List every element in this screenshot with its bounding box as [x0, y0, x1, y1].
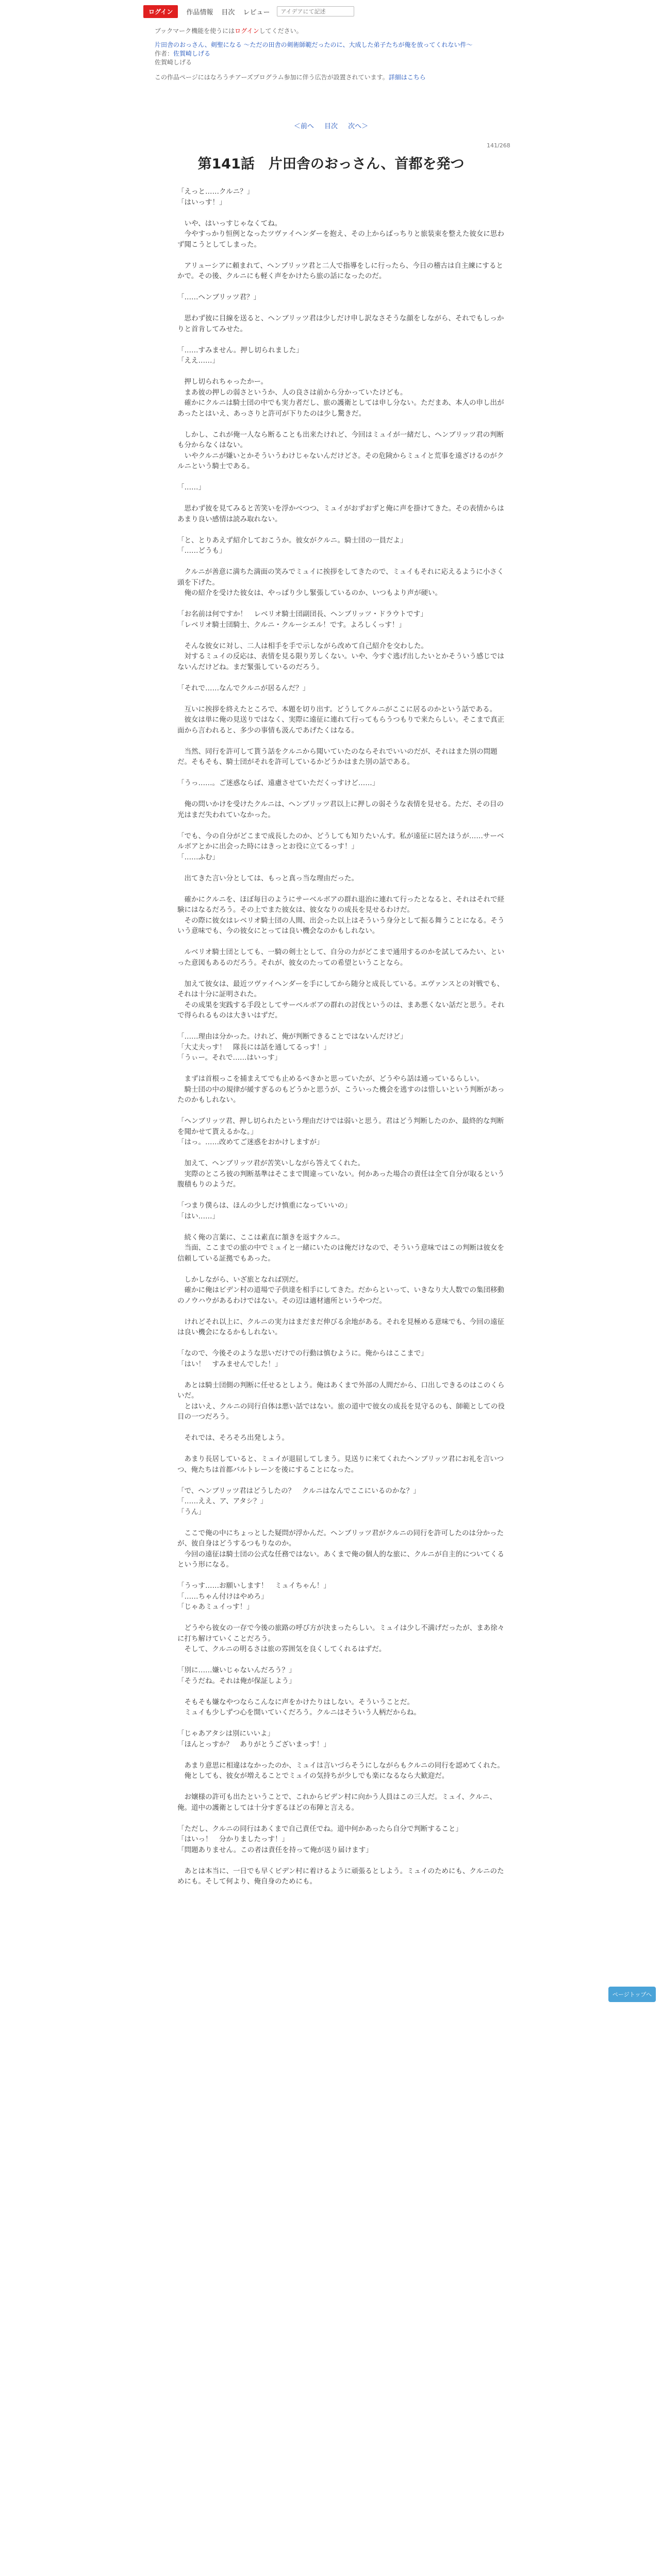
body-paragraph: 「……ちゃん付けはやめろ」 [177, 1592, 268, 1601]
nav-review-link[interactable]: レビュー [243, 8, 270, 16]
body-paragraph [177, 1813, 507, 1824]
body-paragraph: 「……どうも」 [177, 547, 226, 555]
body-paragraph: まあ彼の押しの弱さというか、人の良さは前から分かっていたけども。 [177, 388, 407, 397]
body-paragraph: 今やすっかり恒例となったツヴァイヘンダーを抱え、その上からばっちりと旅装束を整えた彼女に思わず聞こうとしてしまった。 [177, 230, 504, 249]
body-paragraph: 押し切られちゃったかー。 [177, 378, 268, 386]
body-paragraph [177, 472, 507, 483]
next-chapter-link[interactable]: 次へ＞ [348, 123, 369, 130]
body-paragraph [177, 1422, 507, 1433]
bookmark-notice-text: ブックマーク機能を使うには [155, 27, 235, 35]
body-paragraph: 「お名前は何ですか！ レベリオ騎士団副団長、ヘンブリッツ・ドラウトです」 [177, 610, 427, 618]
body-paragraph: 「うぃー。それで……はいっす」 [177, 1054, 282, 1062]
body-paragraph [177, 862, 507, 873]
body-paragraph: 思わず彼に目線を送ると、ヘンブリッツ君は少しだけ申し訳なさそうな顔をしながら、それでもしっかりと首肯してみせた。 [177, 314, 504, 333]
body-paragraph [177, 693, 507, 704]
body-paragraph [177, 1190, 507, 1201]
body-paragraph: 「……ヘンブリッツ君？」 [177, 293, 260, 301]
body-paragraph [177, 1264, 507, 1275]
body-paragraph: 騎士団の中の規律が緩すぎるのもどうかと思うが、こういった機会を逃すのは惜しいという判断があったのかもしれない。 [177, 1085, 505, 1104]
body-paragraph: 「ほんとっすか？ ありがとうございまっす！」 [177, 1740, 330, 1749]
login-link[interactable]: ログイン [235, 27, 259, 35]
body-paragraph: そして、クルニの明るさは旅の雰囲気を良くしてくれるはずだ。 [177, 1645, 386, 1653]
body-paragraph [177, 768, 507, 778]
body-paragraph [177, 1855, 507, 1866]
body-paragraph: 「……ええ、ア、アタシ？」 [177, 1497, 268, 1505]
body-paragraph: 加えて彼女は、最近ツヴァイヘンダーを手にしてから随分と成長している。エヴァンスとの対戦でも、それは十分に証明された。 [177, 979, 504, 998]
body-paragraph: 当然、同行を許可して貰う話をクルニから聞いていたのならそれでいいのだが、それはまた別の問題だ。そもそも、騎士団がそれを許可しているかどうかはまた別の話である。 [177, 747, 498, 766]
body-paragraph [177, 1338, 507, 1349]
login-button[interactable]: ログイン [143, 5, 178, 18]
body-paragraph: 実際のところ彼の判断基準はそこまで間違っていない。何かあった場合の責任は全て自分が取るという腹積もりのようだ。 [177, 1170, 505, 1189]
body-paragraph: けれどそれ以上に、クルニの実力はまだまだ伸びる余地がある。それを見極める意味でも、今回の遠征は良い機会になるかもしれない。 [177, 1317, 505, 1336]
body-paragraph [177, 250, 507, 261]
body-paragraph: 「はいっ！ 分かりましたっす！」 [177, 1835, 289, 1843]
body-paragraph: しかしながら、いざ旅となれば別だ。 [177, 1275, 303, 1284]
body-paragraph: 「でも、今の自分がどこまで成長したのか、どうしても知りたいんす。私が遠征に居たほうが……サーベルボアとかに出会った時にはきっとお役に立てるっす！」 [177, 832, 504, 851]
body-paragraph: 「と、とりあえず紹介しておこうか。彼女がクルニ。騎士団の一員だよ」 [177, 536, 407, 545]
body-paragraph: アリューシアに頼まれて、ヘンブリッツ君と二人で指導をしに行ったら、今日の稽古は自主練にするとかで。その後、クルニにも軽く声をかけたら旅の話になったのだ。 [177, 261, 503, 280]
body-paragraph: 「別に……嫌いじゃないんだろう？」 [177, 1666, 296, 1674]
body-paragraph [177, 1222, 507, 1232]
body-paragraph [177, 1570, 507, 1581]
body-paragraph: 「そうだね。それは俺が保証しよう」 [177, 1676, 296, 1685]
body-paragraph [177, 820, 507, 831]
body-paragraph: 確かにクルニを、ほぼ毎日のようにサーベルボアの群れ退治に連れて行ったとなると、それはそれで経験にはなるだろう。その上でまた彼女は、彼女なりの成長を見せるわけだ。 [177, 895, 505, 914]
body-paragraph: 確かに俺はビデン村の道場で子供達を相手にしてきた。だからといって、いきなり大人数での集団移動のノウハウがあるわけではない。その辺は適材適所というやつだ。 [177, 1286, 504, 1305]
body-paragraph [177, 334, 507, 345]
body-paragraph: 「それで……なんでクルニが居るんだ？」 [177, 684, 310, 692]
body-paragraph: 当面、ここまでの旅の中でミュイと一緒にいたのは俺だけなので、そういう意味ではこの判断は彼女を信頼している証拠でもあった。 [177, 1244, 504, 1263]
body-paragraph: 対するミュイの反応は、表情を見る限り芳しくない。いや、今すぐ逃げ出したいとかそういう感じではないんだけどね。まだ緊張しているのだろう。 [177, 652, 504, 671]
body-paragraph [177, 366, 507, 377]
body-paragraph: クルニが善意に満ちた満面の笑みでミュイに挨拶をしてきたので、ミュイもそれに応えるように小さく頭を下げた。 [177, 568, 504, 587]
toc-link[interactable]: 目次 [324, 123, 338, 130]
body-paragraph [177, 556, 507, 567]
body-paragraph: 彼女は単に俺の見送りではなく、実際に遠征に連れて行ってもらうつもりで来たらしい。そこまで真正面から言われると、多少の事情も汲んであげたくはなる。 [177, 716, 505, 735]
body-paragraph [177, 1718, 507, 1729]
body-paragraph: 「……ふむ」 [177, 853, 219, 861]
body-paragraph: 「じゃあアタシは別にいいよ」 [177, 1730, 275, 1738]
ad-notice [155, 73, 516, 82]
bookmark-notice [155, 27, 516, 36]
body-paragraph [177, 1655, 507, 1666]
nav-menu [143, 5, 354, 18]
chapter-body [177, 187, 507, 1887]
body-paragraph: 続く俺の言葉に、ここは素直に頷きを返すクルニ。 [177, 1233, 344, 1242]
body-paragraph [177, 524, 507, 535]
body-paragraph: 思わず彼を見てみると苦笑いを浮かべつつ、ミュイがおずおずと俺に声を掛けてきた。その表情からはあまり良い感情は読み取れない。 [177, 504, 504, 523]
body-paragraph: 俺の問いかけを受けたクルニは、ヘンブリッツ君以上に押しの弱そうな表情を見せる。ただ、その目の光はまだ失われていなかった。 [177, 800, 504, 819]
body-paragraph [177, 937, 507, 947]
body-paragraph [177, 736, 507, 747]
body-paragraph: そんな彼女に対し、二人は相手を手で示しながら改めて自己紹介を交わした。 [177, 641, 428, 650]
body-paragraph [177, 1444, 507, 1454]
body-paragraph: 「ええ……」 [177, 357, 219, 365]
body-paragraph: 「うっ……。ご迷惑ならば、遠慮させていただくっすけど……」 [177, 779, 379, 787]
series-info [155, 41, 516, 49]
body-paragraph: その際に彼女はレベリオ騎士団の人間、出会った以上はそういう身分として振る舞うことになる。そういう意味でも、今の彼女にとっては良い機会なのかもしれない。 [177, 916, 505, 935]
page-top-button[interactable]: ページトップへ [608, 1987, 656, 2002]
body-paragraph [177, 672, 507, 683]
body-paragraph [177, 1686, 507, 1697]
body-paragraph: 「レベリオ騎士団騎士、クルニ・クルーシエル！です。よろしくっす！」 [177, 620, 406, 629]
body-paragraph: 今回の遠征は騎士団の公式な任務ではない。あくまで俺の個人的な旅に、クルニが自主的についてくるという形になる。 [177, 1550, 504, 1569]
nav-work-info-link[interactable]: 作品情報 [186, 8, 213, 16]
body-paragraph [177, 968, 507, 979]
body-paragraph: 「ヘンブリッツ君、押し切られたという理由だけでは弱いと思う。君はどう判断したのか、最終的な判断を聞かせて貰えるかな。」 [177, 1117, 504, 1136]
chapter-title: 第141話 片田舎のおっさん、首都を発つ [197, 156, 465, 172]
author-link[interactable]: 佐賀崎しげる [173, 50, 211, 57]
nav-toc-link[interactable]: 目次 [221, 8, 235, 16]
body-paragraph: 「はい！ すみませんでした！」 [177, 1360, 282, 1368]
body-paragraph [177, 282, 507, 293]
body-paragraph: 「うん」 [177, 1507, 205, 1516]
body-paragraph: 「じゃあミュイっす！」 [177, 1603, 254, 1611]
top-navigation-bar [0, 0, 662, 27]
body-paragraph: 確かにクルニは騎士団の中でも実力者だし、旅の護衛としては申し分ない。ただまあ、本人の申し出があったとはいえ、あっさりと許可が下りたのは少し驚きだ。 [177, 399, 504, 418]
body-paragraph: いや、はいっすじゃなくてね。 [177, 219, 282, 228]
body-paragraph [177, 419, 507, 430]
body-paragraph: ここで俺の中にちょっとした疑問が浮かんだ。ヘンブリッツ君がクルニの同行を許可したのは分かったが、彼自身はどうするつもりなのか。 [177, 1529, 504, 1548]
body-paragraph: あまり長居していると、ミュイが退屈してしまう。見送りに来てくれたヘンブリッツ君にお礼を言いつつ、俺たちは首都バルトレーンを後にすることになった。 [177, 1455, 504, 1474]
body-paragraph [177, 1306, 507, 1317]
body-paragraph: 「……理由は分かった。けれど、俺が判断できることではないんだけど」 [177, 1032, 407, 1041]
body-paragraph [177, 1106, 507, 1116]
body-paragraph [177, 789, 507, 800]
body-paragraph: 「……すみません。押し切られました」 [177, 346, 303, 354]
body-paragraph: 出てきた言い分としては、もっと真っ当な理由だった。 [177, 874, 358, 883]
body-paragraph: 「で、ヘンブリッツ君はどうしたの？ クルニはなんでここにいるのかな？」 [177, 1486, 420, 1495]
body-paragraph [177, 208, 507, 218]
prev-chapter-link[interactable]: ＜前へ [293, 123, 314, 130]
body-paragraph: 俺の紹介を受けた彼女は、やっぱり少し緊張しているのか、いつもより声が硬い。 [177, 589, 442, 597]
body-paragraph [177, 1750, 507, 1760]
body-paragraph: 「大丈夫っす！ 隊長には話を通してるっす！」 [177, 1043, 330, 1052]
body-paragraph: それでは、そろそろ出発しよう。 [177, 1434, 289, 1442]
body-paragraph [177, 1063, 507, 1074]
body-paragraph: 互いに挨拶を終えたところで、本題を切り出す。どうしてクルニがここに居るのかという話である。 [177, 705, 497, 714]
body-paragraph: まずは首根っこを捕まえてでも止めるべきかと思っていたが、どうやら話は通っているらしい。 [177, 1075, 484, 1083]
ad-details-link[interactable]: 詳細はこちら [388, 74, 426, 81]
author-line [155, 49, 516, 58]
body-paragraph [177, 1369, 507, 1380]
episode-number: 141/268 [487, 142, 510, 149]
body-paragraph [177, 599, 507, 609]
body-paragraph [177, 303, 507, 314]
series-title-link[interactable]: 片田舎のおっさん、剣聖になる 〜ただの田舎の剣術師範だったのに、大成した弟子たちが俺を放ってくれない件〜 [155, 41, 473, 48]
body-paragraph: しかし、これが俺一人なら断ることも出来たけれど、今回はミュイが一緒だし、ヘンブリッツ君の判断も分からなくはない。 [177, 430, 504, 449]
body-paragraph: どうやら彼女の一存で今後の旅路の呼び方が決まったらしい。ミュイは少し不満げだったが、まあ徐々に打ち解けていくことだろう。 [177, 1624, 505, 1643]
body-paragraph: いやクルニが嫌いとかそういうわけじゃないんだけどさ。その危険からミュイと荒事を遠ざけるのがクルニという騎士である。 [177, 451, 504, 470]
body-paragraph: 「はっ。……改めてご迷惑をおかけしますが」 [177, 1138, 324, 1146]
author-name: 佐賀崎しげる [155, 59, 192, 66]
body-paragraph: ミュイも少しずつ心を開いていくだろう。クルニはそういう人柄だからね。 [177, 1708, 421, 1717]
body-paragraph: 「つまり僕らは、ほんの少しだけ慎重になっていいの」 [177, 1201, 352, 1210]
body-paragraph: 加えて、ヘンブリッツ君が苦笑いしながら答えてくれた。 [177, 1159, 365, 1167]
ad-notice-text: この作品ページにはなろうチアーズプログラム参加に伴う広告が設置されています。 [155, 74, 389, 81]
body-paragraph [177, 630, 507, 641]
body-paragraph: その成果を実践する手段としてサーベルボアの群れの討伐というのは、まあ悪くない話だと思う。それで得られるものは大きいはずだ。 [177, 1001, 505, 1020]
body-paragraph: 「……」 [177, 483, 205, 492]
body-paragraph: 「うっす……お願いします！ ミュイちゃん！」 [177, 1582, 330, 1590]
body-paragraph [177, 884, 507, 894]
body-paragraph: 俺としても、彼女が増えることでミュイの気持ちが少しでも楽になるなら大歓迎だ。 [177, 1772, 449, 1780]
search-input[interactable] [277, 6, 354, 16]
body-paragraph: お嬢様の許可も出たということで、これからビデン村に向かう人員はこの三人だ。ミュイ、クルニ、俺。道中の護衛としては十分すぎるほどの布陣と言える。 [177, 1793, 496, 1812]
body-paragraph: あとは本当に、一日でも早くビデン村に着けるように頑張るとしよう。ミュイのためにも、クルニのためにも。そして何より、俺自身のためにも。 [177, 1867, 504, 1886]
body-paragraph [177, 1021, 507, 1032]
body-paragraph: 「はい……」 [177, 1212, 219, 1221]
author-label: 作者： [155, 50, 174, 57]
body-paragraph: そもそも嫌なやつならこんなに声をかけたりはしない。そういうことだ。 [177, 1698, 414, 1706]
body-paragraph: 「えっと……クルニ？」 [177, 188, 254, 196]
body-paragraph: 「ただし、クルニの同行はあくまで自己責任でね。道中何かあったら自分で判断すること」 [177, 1824, 462, 1833]
body-paragraph: ルベリオ騎士団としても、一騎の剣士として、自分の力がどこまで通用するのかを試してみたい、といった意図もあるのだろう。それが、彼女のたっての希望ということなら。 [177, 948, 505, 967]
body-paragraph: あまり意思に相違はなかったのか、ミュイは言いづらそうにしながらもクルニの同行を認めてくれた。 [177, 1761, 504, 1770]
body-paragraph [177, 1517, 507, 1528]
body-paragraph: 「問題ありません。この者は責任を持って俺が送り届けます」 [177, 1845, 373, 1854]
body-paragraph: 「なので、今後そのような思いだけでの行動は慎むように。俺からはここまで」 [177, 1349, 428, 1358]
body-paragraph [177, 1148, 507, 1159]
body-paragraph [177, 1782, 507, 1792]
body-paragraph [177, 1613, 507, 1623]
body-paragraph: 「はいっす！」 [177, 198, 226, 207]
body-paragraph [177, 1475, 507, 1486]
header-info [155, 27, 516, 82]
body-paragraph [177, 493, 507, 504]
body-paragraph: とはいえ、クルニの同行自体は悪い話ではない。旅の道中で彼女の成長を見守るのも、師範としての役目の一つだろう。 [177, 1402, 505, 1421]
bookmark-notice-suffix: してください。 [259, 27, 303, 35]
body-paragraph: あとは騎士団側の判断に任せるとしよう。俺はあくまで外部の人間だから、口出しできるのはこのくらいだ。 [177, 1381, 505, 1400]
chapter-pager [0, 121, 662, 130]
